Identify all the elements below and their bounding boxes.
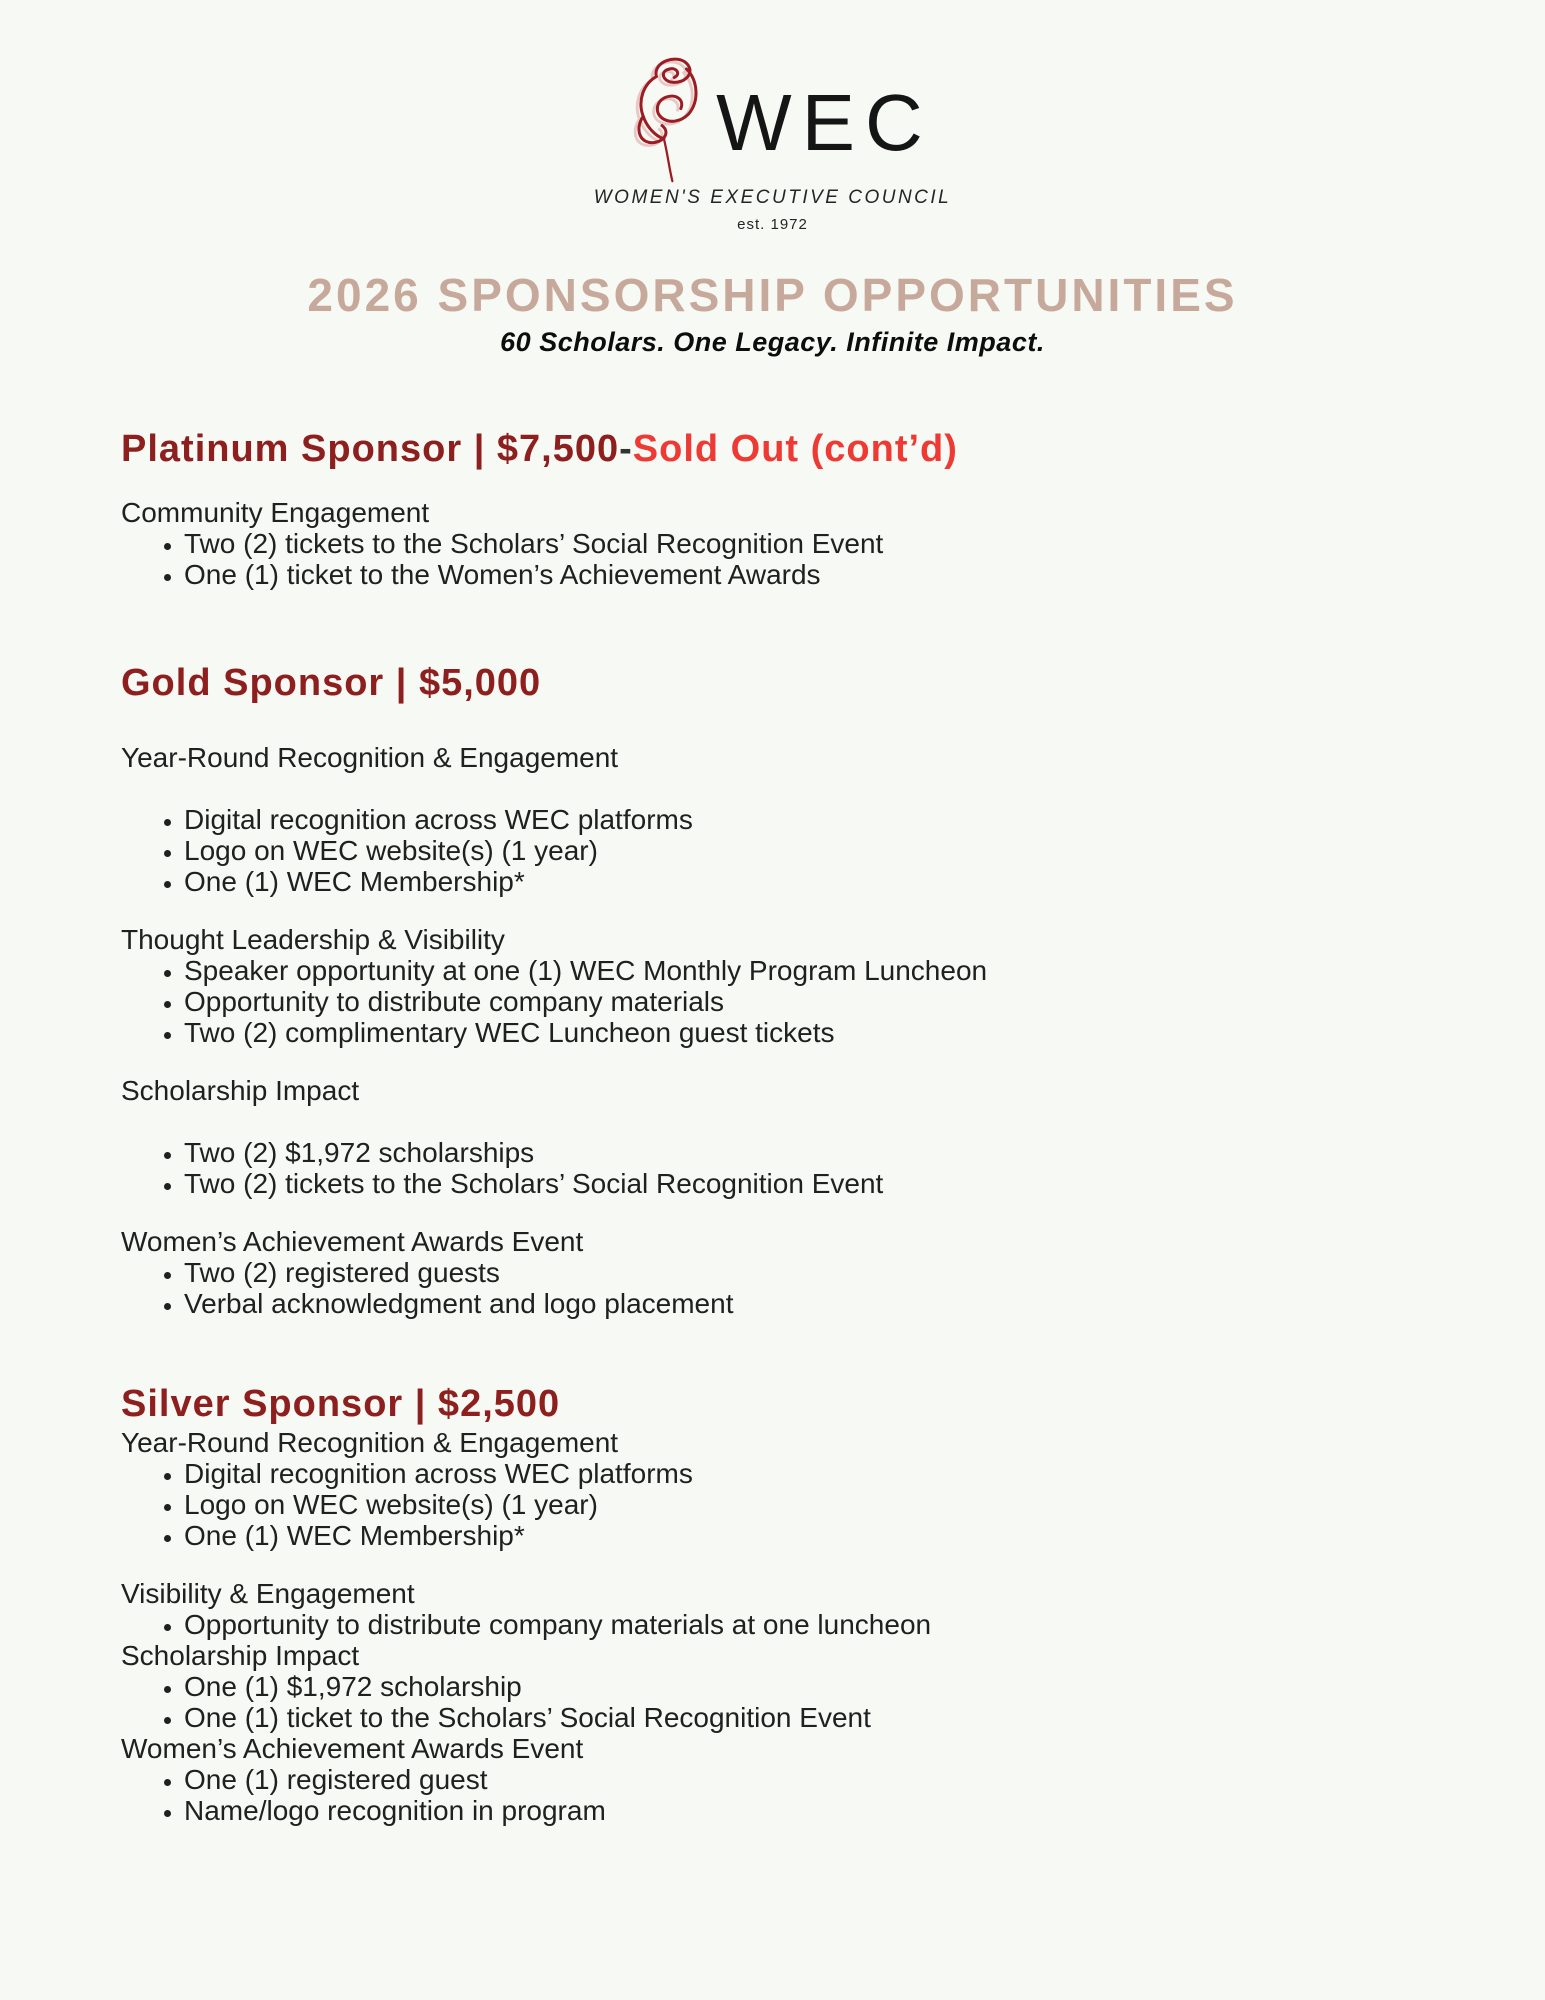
benefit-item: • One (1) ticket to the Scholars’ Social Recognition Event bbox=[184, 1702, 1445, 1733]
gold-group-thought-leadership bbox=[121, 924, 1445, 1048]
benefit-item: • Two (2) tickets to the Scholars’ Social Recognition Event bbox=[184, 528, 1445, 559]
group-label: Thought Leadership & Visibility bbox=[121, 924, 505, 956]
gold-group-scholarship bbox=[121, 1075, 1445, 1199]
benefit-item: • Digital recognition across WEC platforms bbox=[184, 1458, 1445, 1489]
section-platinum bbox=[121, 428, 1445, 590]
silver-group-visibility bbox=[121, 1578, 1445, 1640]
benefit-item: • Logo on WEC website(s) (1 year) bbox=[184, 835, 1445, 866]
benefit-item: • Two (2) $1,972 scholarships bbox=[184, 1137, 1445, 1168]
platinum-sold-out-status: Sold Out (cont’d) bbox=[632, 428, 958, 471]
silver-heading: Silver Sponsor | $2,500 bbox=[121, 1383, 561, 1426]
benefit-item: • Name/logo recognition in program bbox=[184, 1795, 1445, 1826]
benefit-list bbox=[121, 1257, 1445, 1319]
benefit-item: • Verbal acknowledgment and logo placement bbox=[184, 1288, 1445, 1319]
benefit-item: • One (1) WEC Membership* bbox=[184, 866, 1445, 897]
benefit-item: • Two (2) tickets to the Scholars’ Social Recognition Event bbox=[184, 1168, 1445, 1199]
platinum-group-community bbox=[121, 497, 1445, 590]
rose-line-art-icon bbox=[612, 52, 712, 184]
benefit-list bbox=[121, 955, 1445, 1048]
gold-group-awards bbox=[121, 1226, 1445, 1319]
silver-group-awards bbox=[121, 1733, 1445, 1826]
benefit-list bbox=[121, 1137, 1445, 1199]
section-gold bbox=[121, 662, 1445, 1319]
benefit-item: • One (1) $1,972 scholarship bbox=[184, 1671, 1445, 1702]
group-label: Community Engagement bbox=[121, 497, 430, 529]
group-label: Women’s Achievement Awards Event bbox=[121, 1733, 584, 1765]
benefit-item: • Digital recognition across WEC platforms bbox=[184, 804, 1445, 835]
benefit-list bbox=[121, 528, 1445, 590]
benefit-item: • One (1) registered guest bbox=[184, 1764, 1445, 1795]
gold-heading: Gold Sponsor | $5,000 bbox=[121, 662, 542, 705]
gold-group-year-round bbox=[121, 742, 1445, 897]
benefit-list bbox=[121, 1764, 1445, 1826]
benefit-item: • Two (2) registered guests bbox=[184, 1257, 1445, 1288]
section-silver bbox=[121, 1383, 1445, 1826]
platinum-heading-main: Platinum Sponsor | $7,500 bbox=[121, 428, 620, 471]
platinum-heading bbox=[121, 428, 1445, 470]
benefit-item: • Speaker opportunity at one (1) WEC Monthly Program Luncheon bbox=[184, 955, 1445, 986]
benefit-item: • One (1) ticket to the Women’s Achievement Awards bbox=[184, 559, 1445, 590]
platinum-heading-dash: - bbox=[619, 428, 633, 471]
benefit-item: • Opportunity to distribute company materials bbox=[184, 986, 1445, 1017]
group-label: Visibility & Engagement bbox=[121, 1578, 415, 1610]
group-label: Scholarship Impact bbox=[121, 1075, 360, 1107]
benefit-list bbox=[121, 1609, 1445, 1640]
logo-org-name: WOMEN'S EXECUTIVE COUNCIL bbox=[593, 187, 952, 208]
flyer-body bbox=[121, 428, 1445, 1826]
benefit-list bbox=[121, 1458, 1445, 1551]
silver-group-scholarship bbox=[121, 1640, 1445, 1733]
logo-established: est. 1972 bbox=[737, 216, 808, 233]
group-label: Women’s Achievement Awards Event bbox=[121, 1226, 584, 1258]
logo-acronym: WEC bbox=[716, 77, 933, 167]
benefit-item: • One (1) WEC Membership* bbox=[184, 1520, 1445, 1551]
group-label: Year-Round Recognition & Engagement bbox=[121, 742, 619, 774]
benefit-list bbox=[121, 1671, 1445, 1733]
flyer-header bbox=[0, 0, 1545, 358]
benefit-list bbox=[121, 804, 1445, 897]
page-title: 2026 SPONSORSHIP OPPORTUNITIES bbox=[307, 269, 1238, 321]
benefit-item: • Two (2) complimentary WEC Luncheon guest tickets bbox=[184, 1017, 1445, 1048]
benefit-item: • Opportunity to distribute company materials at one luncheon bbox=[184, 1609, 1445, 1640]
wec-logo bbox=[0, 50, 1545, 185]
group-label: Scholarship Impact bbox=[121, 1640, 360, 1672]
group-label: Year-Round Recognition & Engagement bbox=[121, 1427, 619, 1459]
benefit-item: • Logo on WEC website(s) (1 year) bbox=[184, 1489, 1445, 1520]
silver-group-year-round bbox=[121, 1427, 1445, 1551]
page-tagline: 60 Scholars. One Legacy. Infinite Impact. bbox=[500, 327, 1045, 358]
